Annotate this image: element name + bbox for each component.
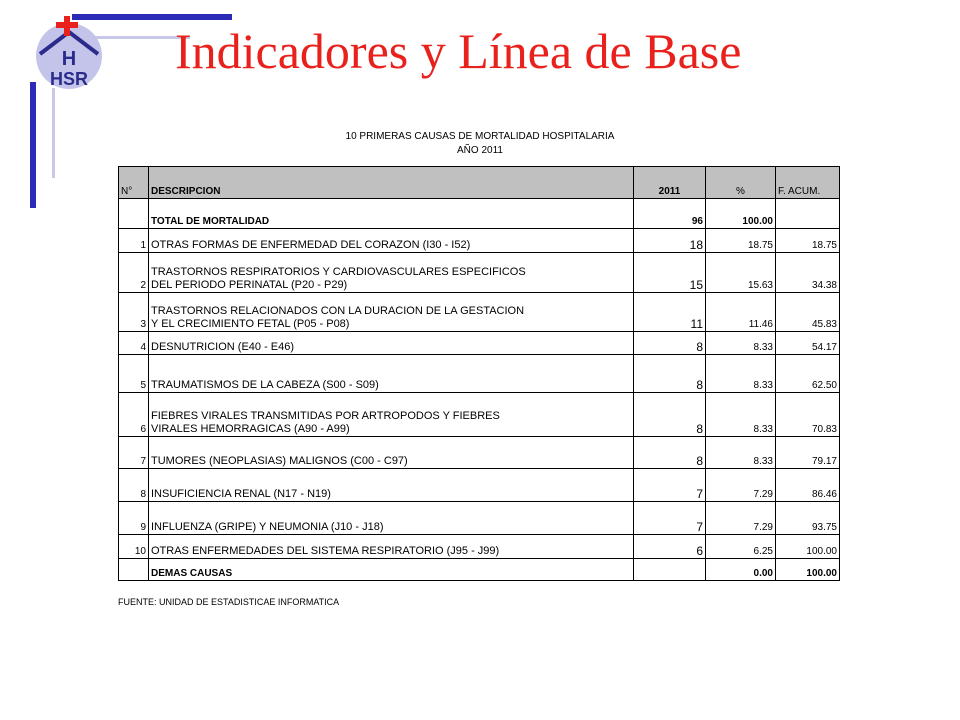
table-subtitle: AÑO 2011 <box>457 145 503 156</box>
demas-pct: 0.00 <box>706 559 776 581</box>
svg-text:H: H <box>61 48 77 70</box>
logo-text: HSR <box>49 69 89 89</box>
table-title: 10 PRIMERAS CAUSAS DE MORTALIDAD HOSPITALARIA <box>345 131 615 142</box>
table-row: 5 TRAUMATISMOS DE LA CABEZA (S00 - S09) 8 8.33 62.50 <box>119 355 840 393</box>
table-row: 2 TRASTORNOS RESPIRATORIOS Y CARDIOVASCULARES ESPECIFICOS DEL PERIODO PERINATAL (P20 - P29) 15 15.63 34.38 <box>119 253 840 293</box>
total-label: TOTAL DE MORTALIDAD <box>149 199 634 229</box>
table-row: 10 OTRAS ENFERMEDADES DEL SISTEMA RESPIRATORIO (J95 - J99) 6 6.25 100.00 <box>119 535 840 559</box>
table-header-row <box>119 167 840 199</box>
decor-bar-left-light <box>52 88 55 178</box>
table-row: 1 OTRAS FORMAS DE ENFERMEDAD DEL CORAZON (I30 - I52) 18 18.75 18.75 <box>119 229 840 253</box>
total-row <box>119 199 840 229</box>
demas-label: DEMAS CAUSAS <box>149 559 634 581</box>
table-row: 3 TRASTORNOS RELACIONADOS CON LA DURACION DE LA GESTACION Y EL CRECIMIENTO FETAL (P05 - P08) 11 11.46 45.83 <box>119 293 840 332</box>
total-value: 96 <box>634 199 706 229</box>
total-pct: 100.00 <box>706 199 776 229</box>
table-row: 9 INFLUENZA (GRIPE) Y NEUMONIA (J10 - J18) 7 7.29 93.75 <box>119 502 840 535</box>
header-nro: N° <box>119 167 149 199</box>
source-note: FUENTE: UNIDAD DE ESTADISTICAE INFORMATICA <box>118 597 340 607</box>
header-year: 2011 <box>634 167 706 199</box>
table-row: 7 TUMORES (NEOPLASIAS) MALIGNOS (C00 - C97) 8 8.33 79.17 <box>119 437 840 469</box>
header-descripcion: DESCRIPCION <box>149 167 634 199</box>
mortality-table <box>118 166 840 581</box>
header-pct: % <box>706 167 776 199</box>
demas-row <box>119 559 840 581</box>
table-row: 6 FIEBRES VIRALES TRANSMITIDAS POR ARTROPODOS Y FIEBRES VIRALES HEMORRAGICAS (A90 - A99) 8 8.33 70.83 <box>119 393 840 437</box>
decor-bar-left <box>30 82 36 208</box>
header-acum: F. ACUM. <box>776 167 840 199</box>
table-row: 4 DESNUTRICION (E40 - E46) 8 8.33 54.17 <box>119 332 840 355</box>
table-row: 8 INSUFICIENCIA RENAL (N17 - N19) 7 7.29 86.46 <box>119 469 840 502</box>
demas-acum: 100.00 <box>776 559 840 581</box>
page-title: Indicadores y Línea de Base <box>175 23 742 79</box>
hospital-logo <box>28 12 110 94</box>
